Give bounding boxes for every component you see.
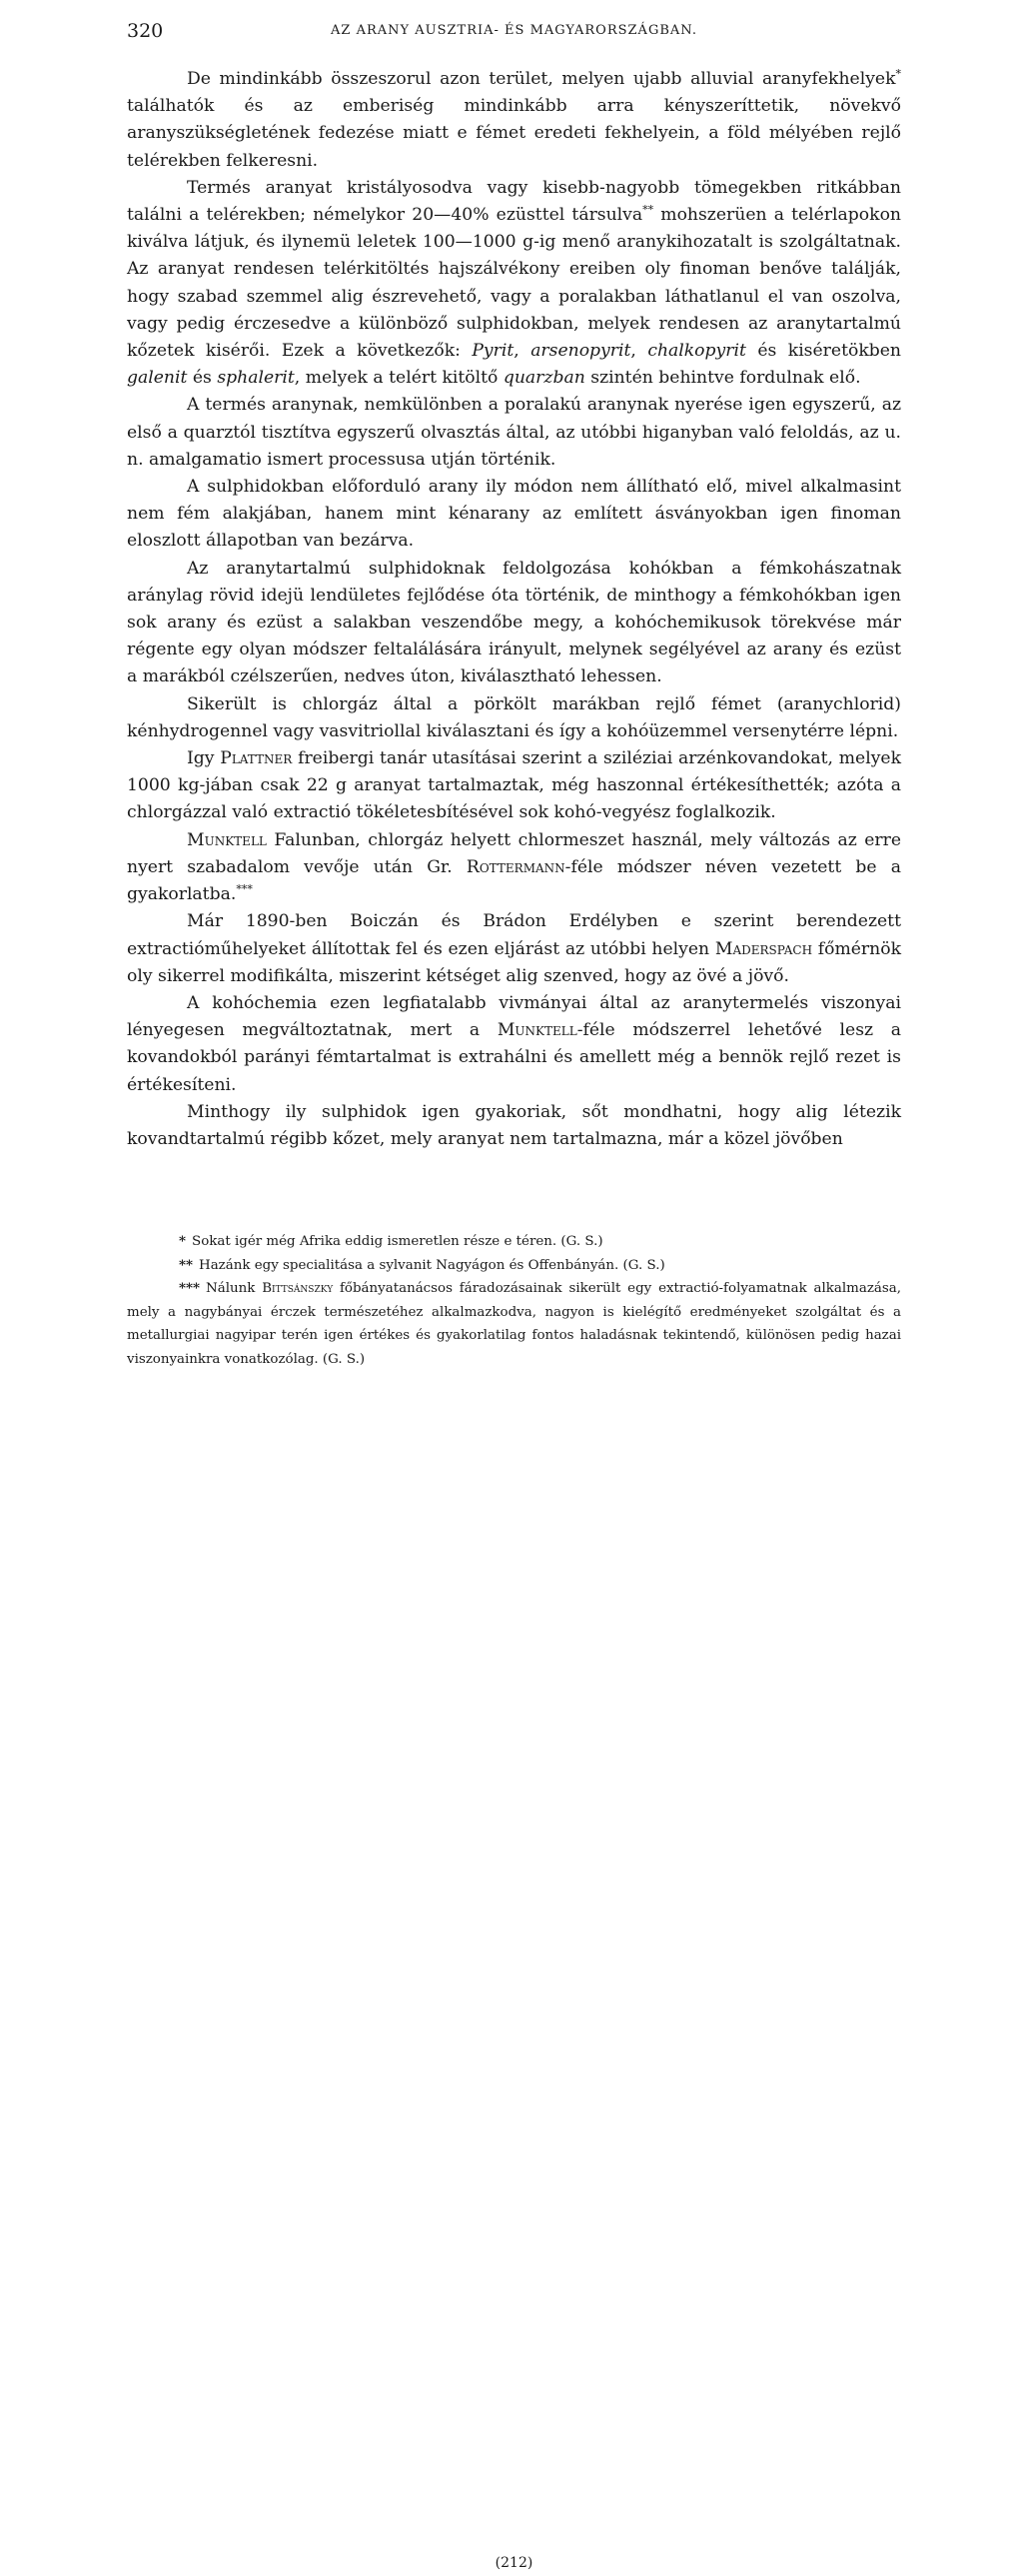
- footnote-2: ** Hazánk egy specialitása a sylvanit Nagyágon és Offenbányán. (G. S.): [179, 1256, 665, 1273]
- paragraph-3: A termés aranynak, nemkülönben a poralakú aranynak nyerése igen egyszerű, az első a quarztól tisztítva egyszerű olvasztás által, az utóbbi higanyban való feloldás, az u. n. amalgamatio ismert processusa utján történik.: [127, 395, 901, 470]
- footnote-1: * Sokat igér még Afrika eddig ismeretlen része e téren. (G. S.): [179, 1233, 603, 1249]
- footnote-reference: **: [642, 203, 654, 217]
- person-name: Plattner: [220, 748, 293, 769]
- paragraph-10: A kohóchemia ezen legfiatalabb vivmányai által az aranytermelés viszonyai lényegesen megváltoztatnak, mert a Munktell-féle módszerrel lehetővé lesz a kovandokból parányi fémtartalmat is extrahálni és amellett még a bennök rejlő rezet is értékesíteni.: [127, 992, 901, 1095]
- footnote-reference: ***: [236, 882, 253, 896]
- footnote-3: *** Nálunk Bittsánszky főbányatanácsos fáradozásainak sikerült egy extractió-folyamatnak alkalmazása, mely a nagybányai érczek természetéhez alkalmazkodva, nagyon is kielégítő eredményeket szolgáltat és a metallurgiai nagyipar terén igen értékes és gyakorlatilag fontos haladásnak tekintendő, különösen pedig hazai viszonyainkra vonatkozólag. (G. S.): [127, 1280, 901, 1367]
- paragraph-2: Termés aranyat kristályosodva vagy kisebb-nagyobb tömegekben ritkábban találni a telérekben; némelykor 20—40% ezüsttel társulva** mohszerüen a telérlapokon kiválva látjuk, és ilynemü leletek 100—1000 g-ig menő aranykihozatalt is szolgáltatnak. Az aranyat rendesen telérkitöltés hajszálvékony ereiben oly finoman benőve találják, hogy szabad szemmel alig észrevehető, vagy a poralakban láthatlanul el van oszolva, vagy pedig érczesedve a különböző sulphidokban, melyek rendesen az aranytartalmú kőzetek kisérői. Ezek a következők: Pyrit, arsenopyrit, chalkopyrit és kiséretökben galenit és sphalerit, melyek a telért kitöltő quarzban szintén behintve fordulnak elő.: [127, 177, 901, 389]
- person-name: Munktell: [187, 829, 267, 850]
- paragraph-1: De mindinkább összeszorul azon terület, melyen ujabb alluvial aranyfekhelyek* találhatók és az emberiség mindinkább arra kényszeríttetik, növekvő aranyszükségletének fedezése miatt e fémet eredeti fekhelyein, a föld mélyében rejlő telérekben felkeresni.: [127, 67, 901, 171]
- paragraph-8: Munktell Falunban, chlorgáz helyett chlormeszet használ, mely változás az erre nyert szabadalom vevője után Gr. Rottermann-féle módszer néven vezetett be a gyakorlatba.***: [127, 829, 901, 905]
- footnote-reference: *: [895, 67, 901, 81]
- mineral-term: sphalerit: [217, 368, 295, 389]
- sheet-number: (212): [495, 2555, 533, 2571]
- mineral-term: chalkopyrit: [647, 341, 746, 362]
- person-name: Bittsánszky: [262, 1281, 334, 1296]
- person-name: Munktell: [497, 1020, 577, 1041]
- mineral-term: quarzban: [503, 368, 585, 389]
- paragraph-5: Az aranytartalmú sulphidoknak feldolgozása kohókban a fémkohászatnak aránylag rövid idejü lendületes fejlődése óta történik, de minthogy a fémkohókban igen sok arany és ezüst a salakban veszendőbe megy, a kohóchemikusok törekvése már régente egy olyan módszer feltalálására irányult, melynek segélyével az arany és ezüst a marákból czélszerűen, nedves úton, kiválasztható lehessen.: [127, 558, 901, 687]
- paragraph-7: Igy Plattner freibergi tanár utasításai szerint a sziléziai arzénkovandokat, melyek 1000 kg-jában csak 22 g aranyat tartalmaztak, még haszonnal értékesíthették; azóta a chlorgázzal való extractió tökéletesbítésével sok kohó-vegyész foglalkozik.: [127, 748, 901, 823]
- body-text: [127, 66, 901, 1153]
- footnote-marker: ***: [179, 1280, 201, 1296]
- footnote-marker: **: [179, 1256, 194, 1273]
- paragraph-6: Sikerült is chlorgáz által a pörkölt marákban rejlő fémet (aranychlorid) kénhydrogennel vagy vasvitriollal kiválasztani és így a kohóüzemmel versenytérre lépni.: [127, 693, 901, 741]
- mineral-term: galenit: [127, 368, 188, 389]
- paragraph-11: Minthogy ily sulphidok igen gyakoriak, sőt mondhatni, hogy alig létezik kovandtartalmú régibb kőzet, mely aranyat nem tartalmazna, már a közel jövőben: [127, 1101, 901, 1149]
- paragraph-9: Már 1890-ben Boiczán és Brádon Erdélyben e szerint berendezett extractióműhelyeket állítottak fel és ezen eljárást az utóbbi helyen Maderspach főmérnök oly sikerrel modifikálta, miszerint kétséget alig szenved, hogy az övé a jövő.: [127, 911, 901, 986]
- person-name: Maderspach: [714, 938, 813, 959]
- running-title: AZ ARANY AUSZTRIA- ÉS MAGYARORSZÁGBAN.: [331, 23, 697, 38]
- footnotes: [127, 1230, 901, 2571]
- mineral-term: arsenopyrit: [530, 341, 631, 362]
- running-header: [127, 20, 901, 44]
- mineral-term: Pyrit: [472, 341, 514, 362]
- footnote-marker: *: [179, 1233, 187, 1249]
- paragraph-4: A sulphidokban előforduló arany ily módon nem állítható elő, mivel alkalmasint nem fém alakjában, hanem mint kénarany az említett ásványokban igen finoman eloszlott állapotban van bezárva.: [127, 477, 901, 552]
- person-name: Rottermann: [466, 856, 565, 877]
- page-number: 320: [127, 20, 164, 42]
